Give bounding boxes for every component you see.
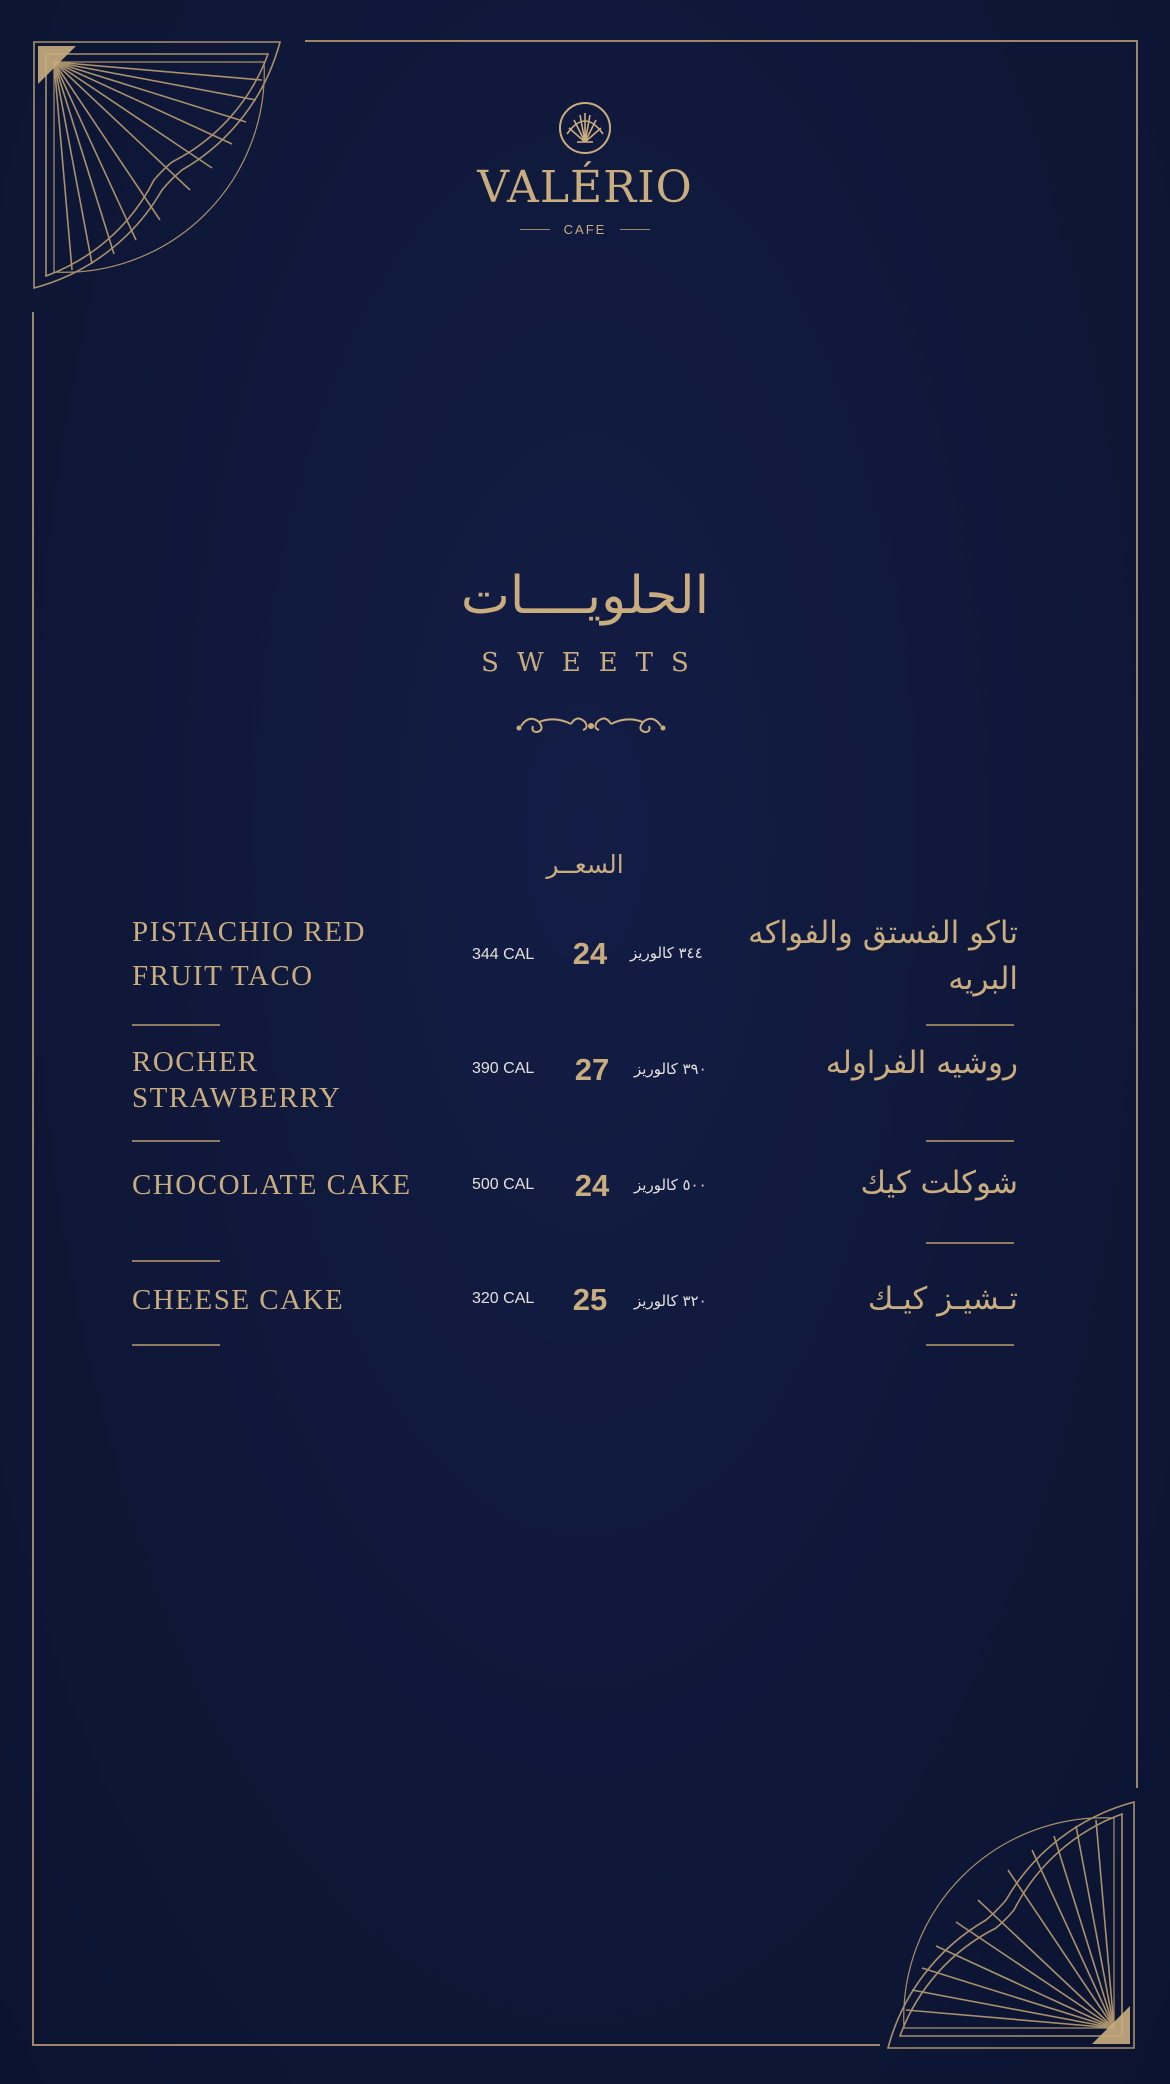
brand-subtitle-text: CAFE	[563, 222, 607, 237]
separator-english	[132, 1344, 220, 1346]
section-title-english: SWEETS	[481, 648, 707, 678]
scroll-ornament-icon	[515, 706, 667, 740]
brand-name: VALÉRIO	[477, 162, 693, 213]
item-price: 27	[574, 1052, 610, 1087]
separator-english	[132, 1024, 220, 1026]
corner-fan-bottom-right-icon	[886, 1800, 1136, 2050]
price-column-header: السعــر	[546, 850, 624, 879]
frame-bottom-line	[32, 2044, 880, 2046]
item-name-arabic: شوكلت كيك	[860, 1165, 1018, 1201]
shell-fan-icon	[557, 100, 613, 156]
item-calories-arabic: ٥٠٠ كالوريز	[634, 1176, 707, 1194]
separator-arabic	[926, 1024, 1014, 1026]
item-calories-english: 500 CAL	[472, 1176, 535, 1193]
item-name-arabic: تاكو الفستق والفواكه البريه	[748, 915, 1018, 997]
section-title-arabic: الحلويــــات	[460, 566, 710, 626]
separator-arabic	[926, 1242, 1014, 1244]
item-name-english: CHEESE CAKE	[132, 1284, 345, 1316]
brand-rule-right	[620, 229, 650, 230]
item-calories-arabic: ٣٤٤ كالوريز	[630, 944, 703, 962]
item-price: 25	[572, 1282, 608, 1317]
brand-logo	[0, 100, 1170, 237]
item-name-english: PISTACHIO RED FRUIT TACO	[132, 916, 366, 992]
item-calories-english: 390 CAL	[472, 1060, 535, 1077]
item-price: 24	[572, 936, 608, 971]
separator-english	[132, 1140, 220, 1142]
item-name-english: ROCHER STRAWBERRY	[132, 1046, 342, 1114]
brand-subtitle	[0, 222, 1170, 237]
item-calories-arabic: ٣٩٠ كالوريز	[634, 1060, 707, 1078]
item-calories-english: 344 CAL	[472, 946, 535, 963]
frame-top-line	[305, 40, 1138, 42]
separator-arabic	[926, 1140, 1014, 1142]
item-calories-english: 320 CAL	[472, 1290, 535, 1307]
separator-arabic	[926, 1344, 1014, 1346]
brand-rule-left	[520, 229, 550, 230]
frame-right-line	[1136, 40, 1138, 1788]
item-name-english: CHOCOLATE CAKE	[132, 1169, 412, 1201]
item-calories-arabic: ٣٢٠ كالوريز	[634, 1292, 707, 1310]
item-price: 24	[574, 1168, 610, 1203]
item-name-arabic: تـشيـز كيـك	[867, 1281, 1018, 1317]
item-name-arabic: روشيه الفراوله	[825, 1045, 1018, 1081]
separator-english	[132, 1260, 220, 1262]
